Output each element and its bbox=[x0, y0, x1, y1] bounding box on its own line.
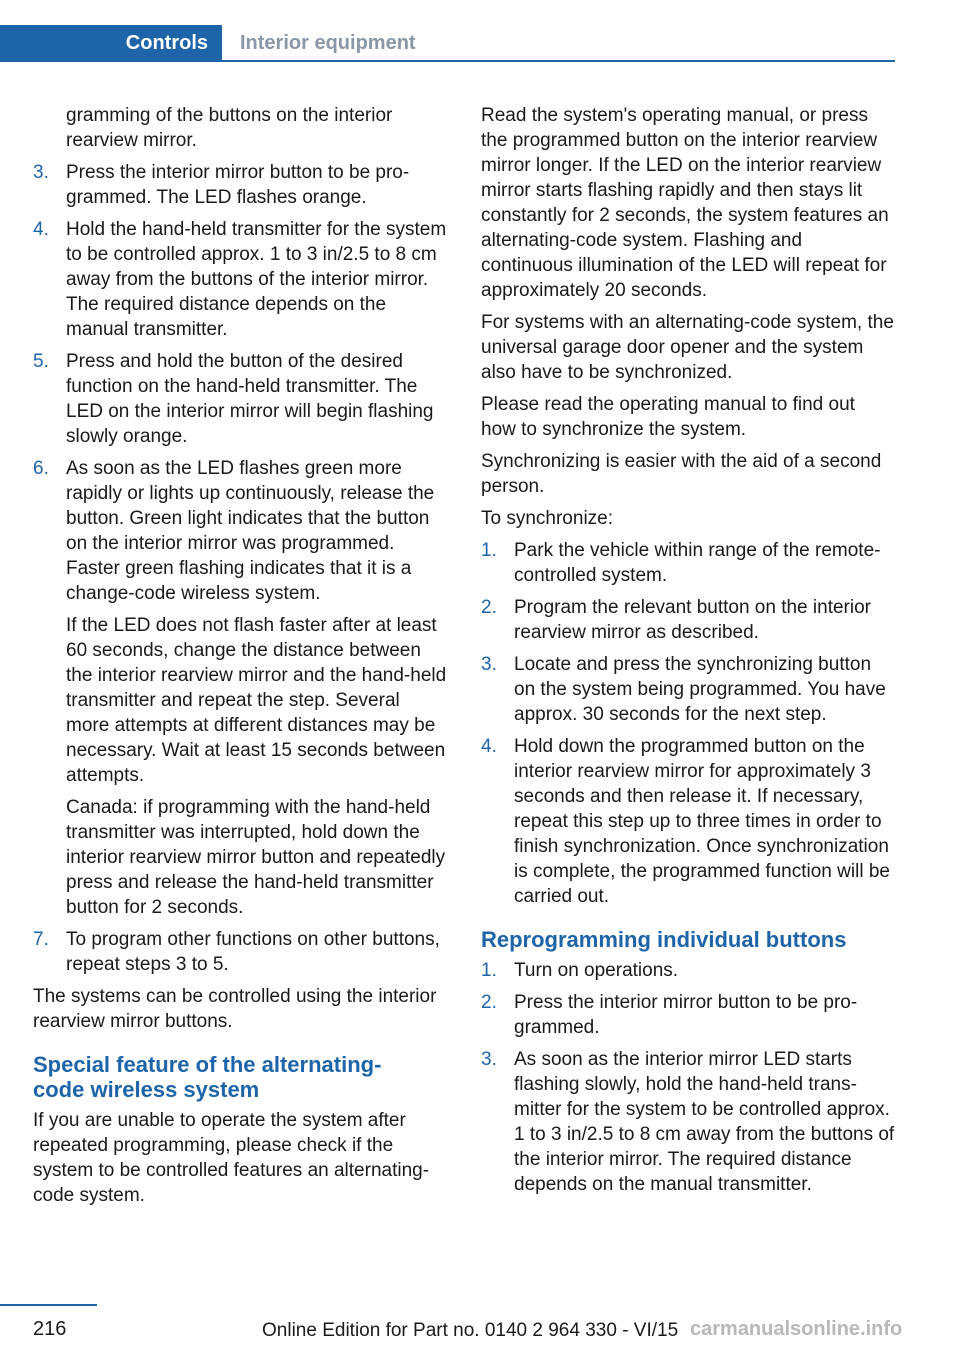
step-number: 5. bbox=[33, 351, 49, 372]
step-text: Hold the hand-held transmitter for the system to be controlled approx. 1 to 3 in/2.5 to 8 cm away from the buttons of the interior mirror. The required distance depends on the manual transmitter. bbox=[66, 219, 447, 340]
list-item bbox=[481, 958, 895, 983]
step-note-canada: Canada: if programming with the hand-held transmitter was interrupted, hold down the interior rearview mirror button and repeatedly press and release the hand-held transmitter button for 2 seconds. bbox=[66, 797, 446, 918]
step-text: As soon as the LED flashes green more rapidly or lights up continuously, release the button. Green light indicates that the button on the interior mirror was programmed. Faster green flashing indicates that it is a change-code wireless system. bbox=[66, 458, 435, 604]
step-number: 1. bbox=[481, 540, 497, 561]
step-text: Press and hold the button of the desired function on the hand-held transmitter. The LED on the interior mirror will begin flashing slowly orange. bbox=[66, 351, 434, 447]
list-item bbox=[33, 456, 447, 606]
step-text: Press the interior mirror button to be programmed. bbox=[514, 992, 858, 1038]
list-item bbox=[481, 734, 895, 909]
body-paragraph: Please read the operating manual to find out how to synchronize the system. bbox=[481, 394, 855, 440]
right-column bbox=[481, 103, 895, 1204]
page-number: 216 bbox=[33, 1318, 67, 1340]
step-number: 3. bbox=[33, 162, 49, 183]
footer-divider bbox=[0, 1304, 97, 1306]
list-item bbox=[33, 927, 447, 977]
list-item bbox=[33, 349, 447, 449]
edition-note: Online Edition for Part no. 0140 2 964 330 - VI/15 bbox=[262, 1320, 679, 1341]
section-tab-interior-equipment: Interior equipment bbox=[240, 32, 416, 54]
header-divider bbox=[222, 60, 895, 62]
step-number: 6. bbox=[33, 458, 49, 479]
list-item bbox=[481, 652, 895, 727]
body-paragraph: The systems can be controlled using the interior rearview mirror buttons. bbox=[33, 986, 437, 1032]
continued-text: gramming of the buttons on the interior rearview mirror. bbox=[66, 105, 393, 151]
step-text: As soon as the interior mirror LED starts flashing slowly, hold the hand-held transmitter for the system to be controlled approx. 1 to 3 in/2.5 to 8 cm away from the buttons of the interior mirror. The required distance depends on the manual transmitter. bbox=[514, 1049, 895, 1195]
list-item bbox=[33, 217, 447, 342]
step-text: Park the vehicle within range of the remote-controlled system. bbox=[514, 540, 881, 586]
step-number: 3. bbox=[481, 654, 497, 675]
step-text: Turn on operations. bbox=[514, 960, 679, 981]
body-paragraph: If you are unable to operate the system after repeated programming, please check if the system to be controlled features an alternating-code system. bbox=[33, 1110, 430, 1206]
step-text: Hold down the programmed button on the interior rearview mirror for approximately 3 seconds and then release it. If necessary, repeat this step up to three times in order to finish synchronization. Once synchronization is complete, the programmed function will be carried out. bbox=[514, 736, 890, 907]
site-watermark: carmanualsonline.info bbox=[690, 1318, 903, 1340]
body-paragraph: To synchronize: bbox=[481, 508, 614, 529]
list-item bbox=[33, 160, 447, 210]
step-number: 1. bbox=[481, 960, 497, 981]
section-heading-alternating-code: Special feature of the alternating-code wireless system bbox=[33, 1052, 382, 1102]
chapter-tab-controls: Controls bbox=[0, 25, 222, 62]
step-number: 4. bbox=[33, 219, 49, 240]
page-header bbox=[0, 25, 895, 62]
list-item bbox=[481, 990, 895, 1040]
body-paragraph: For systems with an alternating-code system, the universal garage door opener and the system also have to be synchronized. bbox=[481, 312, 894, 383]
body-paragraph: Synchronizing is easier with the aid of a second person. bbox=[481, 451, 882, 497]
step-number: 3. bbox=[481, 1049, 497, 1070]
step-text: Locate and press the synchronizing button on the system being programmed. You have approx. 30 seconds for the next step. bbox=[514, 654, 886, 725]
list-item bbox=[481, 595, 895, 645]
step-note: If the LED does not flash faster after at least 60 seconds, change the distance between the interior rearview mirror and the hand-held transmitter and repeat the step. Several more attempts at different distances may be necessary. Wait at least 15 seconds between attempts. bbox=[66, 615, 447, 786]
step-text: Program the relevant button on the interior rearview mirror as described. bbox=[514, 597, 871, 643]
step-text: Press the interior mirror button to be programmed. The LED flashes orange. bbox=[66, 162, 410, 208]
step-text: To program other functions on other buttons, repeat steps 3 to 5. bbox=[66, 929, 440, 975]
left-column bbox=[33, 103, 447, 1215]
body-paragraph: Read the system's operating manual, or press the programmed button on the interior rearview mirror longer. If the LED on the interior rearview mirror starts flashing rapidly and then stays lit constantly for 2 seconds, the system features an alternating-code system. Flashing and continuous illumination of the LED will repeat for approximately 20 seconds. bbox=[481, 105, 889, 301]
list-item bbox=[481, 538, 895, 588]
list-item bbox=[481, 1047, 895, 1197]
section-heading-reprogramming: Reprogramming individual buttons bbox=[481, 927, 847, 952]
step-number: 4. bbox=[481, 736, 497, 757]
step-number: 2. bbox=[481, 992, 497, 1013]
step-number: 7. bbox=[33, 929, 49, 950]
step-number: 2. bbox=[481, 597, 497, 618]
